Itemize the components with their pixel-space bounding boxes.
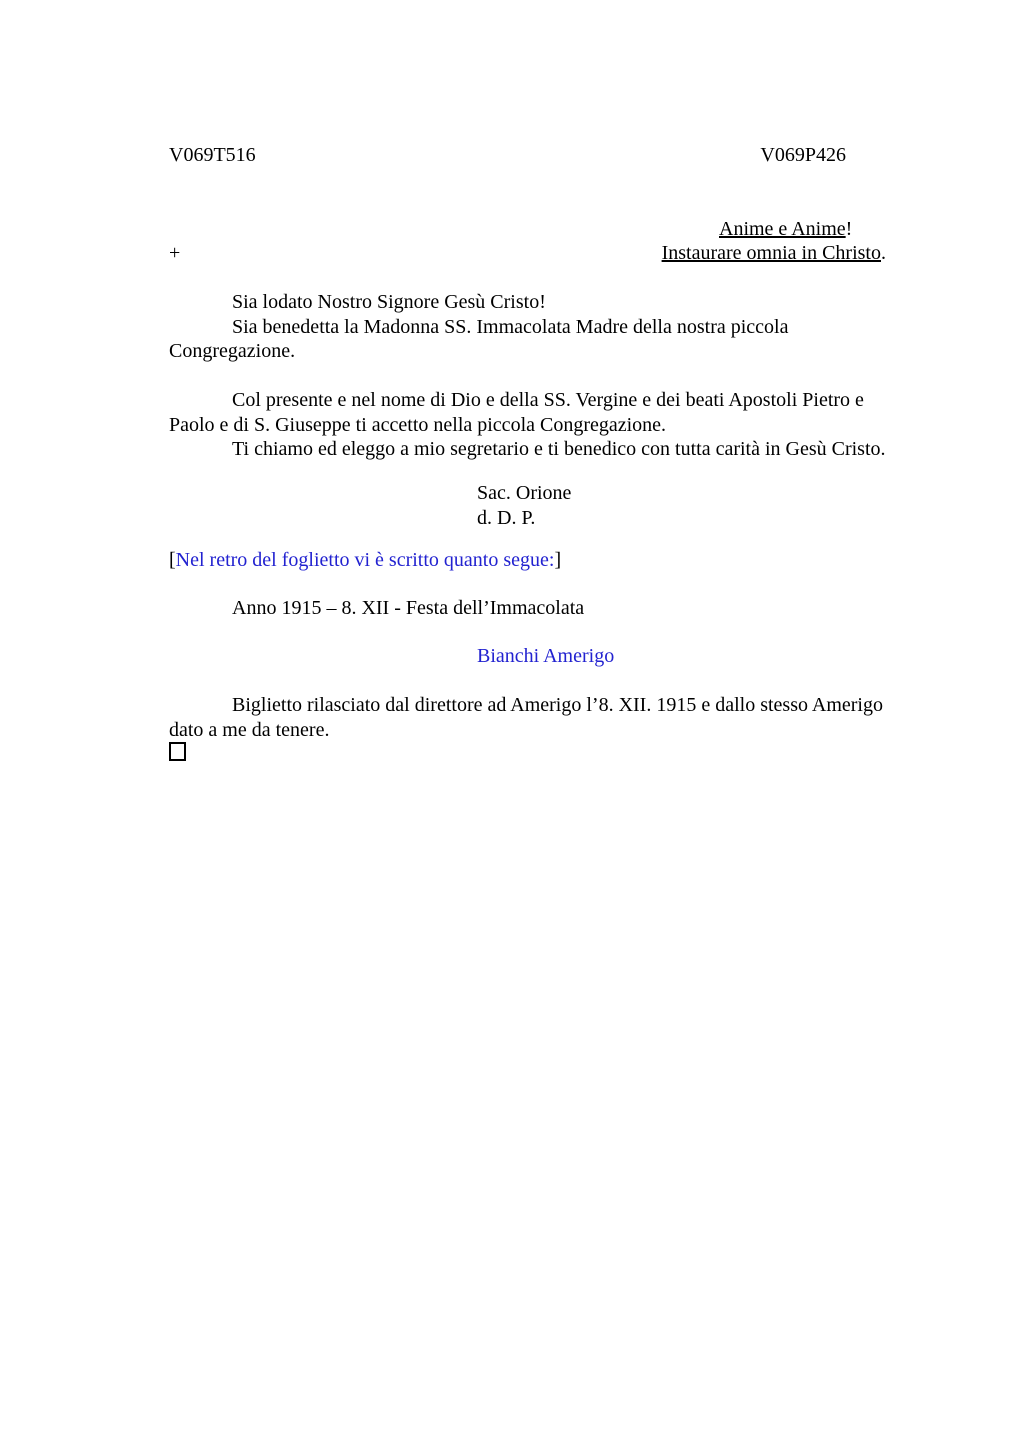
motto-1-underlined-text: Anime e Anime — [719, 217, 846, 240]
verso-date-line: Anno 1915 – 8. XII - Festa dell’Immacolata — [232, 596, 585, 619]
document-code-left: V069T516 — [169, 144, 256, 166]
acceptance-paragraph — [169, 388, 886, 462]
salutation-paragraph — [169, 290, 886, 364]
acceptance-line-3: Ti chiamo ed eleggo a mio segretario e ti benedico con tutta carità in Gesù Cristo. — [232, 438, 886, 460]
signature-name: Sac. Orione — [477, 482, 572, 504]
salutation-line-3: Congregazione. — [169, 340, 296, 362]
signature-initials: d. D. P. — [477, 506, 536, 529]
motto-1-punctuation: ! — [845, 217, 853, 240]
editor-note — [169, 548, 886, 573]
salutation-line-1: Sia lodato Nostro Signore Gesù Cristo! — [232, 291, 546, 313]
salutation-line-2: Sia benedetta la Madonna SS. Immacolata Madre della nostra piccola — [232, 315, 789, 338]
editor-note-bracket-open: [ — [169, 548, 176, 571]
verso-note-line-1: Biglietto rilasciato dal direttore ad Amerigo l’8. XII. 1915 e dallo stesso Amerigo — [232, 694, 883, 716]
verso-note-line-2: dato a me da tenere. — [169, 718, 330, 741]
end-mark-line — [169, 742, 886, 768]
end-square-icon — [169, 742, 186, 761]
motto-2-underlined-text: Instaurare omnia in Christo — [661, 242, 881, 264]
signature-block — [477, 481, 886, 530]
acceptance-line-2: Paolo e di S. Giuseppe ti accetto nella piccola Congregazione. — [169, 413, 667, 436]
epigraph-motto-2-row — [169, 241, 886, 266]
editor-note-text: Nel retro del foglietto vi è scritto quanto segue: — [175, 548, 555, 571]
verso-note-paragraph — [169, 693, 886, 742]
epigraph-motto-2 — [662, 241, 886, 266]
motto-2-punctuation: . — [881, 242, 886, 264]
header-row — [169, 143, 886, 168]
plus-sign: + — [169, 242, 181, 264]
acceptance-line-1: Col presente e nel nome di Dio e della SS. Vergine e dei beati Apostoli Pietro e — [232, 389, 864, 411]
document-code-right: V069P426 — [760, 144, 846, 166]
verso-name: Bianchi Amerigo — [477, 645, 615, 667]
editor-note-bracket-close: ] — [554, 548, 562, 571]
epigraph-motto-1 — [719, 217, 886, 242]
